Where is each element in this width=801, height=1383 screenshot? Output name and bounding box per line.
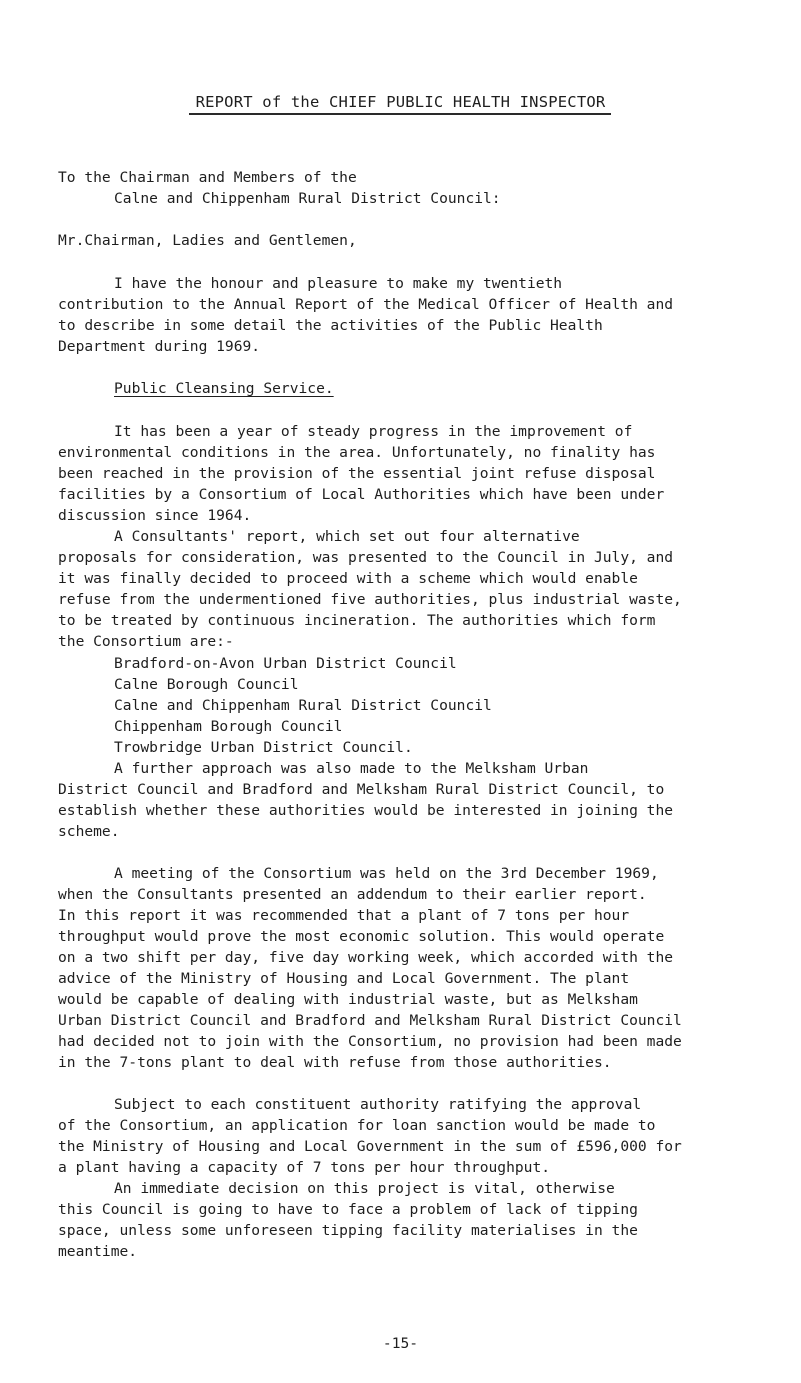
- paragraph-line: to be treated by continuous incineration. The authorities which form: [58, 612, 656, 629]
- intro-line: I have the honour and pleasure to make my twentieth: [114, 275, 563, 292]
- paragraph-line: A Consultants' report, which set out four alternative: [114, 528, 580, 545]
- section-heading: [58, 378, 748, 399]
- section-heading-text: Public Cleansing Service.: [114, 380, 334, 397]
- paragraph-line: this Council is going to have to face a problem of lack of tipping: [58, 1201, 638, 1218]
- paragraph-line: throughput would prove the most economic solution. This would operate: [58, 928, 665, 945]
- paragraph-line: facilities by a Consortium of Local Authorities which have been under: [58, 486, 665, 503]
- salutation: [58, 230, 748, 251]
- paragraph-1: [58, 421, 748, 526]
- paragraph-4: [58, 863, 748, 1073]
- paragraph-2: [58, 526, 748, 652]
- authority-item: Calne and Chippenham Rural District Council: [114, 697, 492, 714]
- paragraph-line: space, unless some unforeseen tipping facility materialises in the: [58, 1222, 638, 1239]
- paragraph-line: proposals for consideration, was presented to the Council in July, and: [58, 549, 674, 566]
- authority-item: Trowbridge Urban District Council.: [114, 739, 413, 756]
- paragraph-line: It has been a year of steady progress in the improvement of: [114, 423, 633, 440]
- paragraph-line: had decided not to join with the Consortium, no provision had been made: [58, 1033, 682, 1050]
- intro-line: contribution to the Annual Report of the Medical Officer of Health and: [58, 296, 674, 313]
- paragraph-line: discussion since 1964.: [58, 507, 252, 524]
- paragraph-line: advice of the Ministry of Housing and Local Government. The plant: [58, 970, 630, 987]
- paragraph-line: the Consortium are:-: [58, 633, 234, 650]
- paragraph-3: [58, 758, 748, 842]
- intro-paragraph: [58, 273, 748, 357]
- paragraph-line: when the Consultants presented an addendum to their earlier report.: [58, 886, 647, 903]
- paragraph-line: District Council and Bradford and Melksham Rural District Council, to: [58, 781, 665, 798]
- paragraph-line: a plant having a capacity of 7 tons per hour throughput.: [58, 1159, 551, 1176]
- address-line-2: Calne and Chippenham Rural District Council:: [114, 190, 501, 207]
- intro-line: to describe in some detail the activities of the Public Health: [58, 317, 603, 334]
- authority-item: Chippenham Borough Council: [114, 718, 343, 735]
- paragraph-line: scheme.: [58, 823, 120, 840]
- paragraph-line: environmental conditions in the area. Unfortunately, no finality has: [58, 444, 656, 461]
- paragraph-5: [58, 1094, 748, 1178]
- paragraph-line: In this report it was recommended that a plant of 7 tons per hour: [58, 907, 630, 924]
- paragraph-line: A meeting of the Consortium was held on the 3rd December 1969,: [114, 865, 659, 882]
- paragraph-line: An immediate decision on this project is vital, otherwise: [114, 1180, 615, 1197]
- paragraph-line: refuse from the undermentioned five authorities, plus industrial waste,: [58, 591, 682, 608]
- paragraph-line: the Ministry of Housing and Local Government in the sum of £596,000 for: [58, 1138, 682, 1155]
- paragraph-line: in the 7-tons plant to deal with refuse from those authorities.: [58, 1054, 612, 1071]
- address-line-1: To the Chairman and Members of the: [58, 169, 357, 186]
- authorities-list: [114, 653, 492, 758]
- report-title: REPORT of the CHIEF PUBLIC HEALTH INSPECTOR: [195, 93, 606, 111]
- paragraph-line: Subject to each constituent authority ratifying the approval: [114, 1096, 642, 1113]
- paragraph-line: on a two shift per day, five day working week, which accorded with the: [58, 949, 674, 966]
- paragraph-line: meantime.: [58, 1243, 138, 1260]
- title-underline: [189, 113, 611, 115]
- page-number: -15-: [382, 1335, 419, 1352]
- paragraph-line: A further approach was also made to the Melksham Urban: [114, 760, 589, 777]
- authority-item: Calne Borough Council: [114, 676, 299, 693]
- paragraph-line: establish whether these authorities would be interested in joining the: [58, 802, 674, 819]
- paragraph-line: been reached in the provision of the essential joint refuse disposal: [58, 465, 656, 482]
- paragraph-line: Urban District Council and Bradford and Melksham Rural District Council: [58, 1012, 682, 1029]
- intro-line: Department during 1969.: [58, 338, 261, 355]
- paragraph-line: of the Consortium, an application for loan sanction would be made to: [58, 1117, 656, 1134]
- salutation-text: Mr.Chairman, Ladies and Gentlemen,: [58, 232, 357, 249]
- paragraph-6: [58, 1178, 748, 1262]
- paragraph-line: would be capable of dealing with industrial waste, but as Melksham: [58, 991, 638, 1008]
- authority-item: Bradford-on-Avon Urban District Council: [114, 655, 457, 672]
- address-block: [58, 167, 748, 209]
- paragraph-line: it was finally decided to proceed with a scheme which would enable: [58, 570, 638, 587]
